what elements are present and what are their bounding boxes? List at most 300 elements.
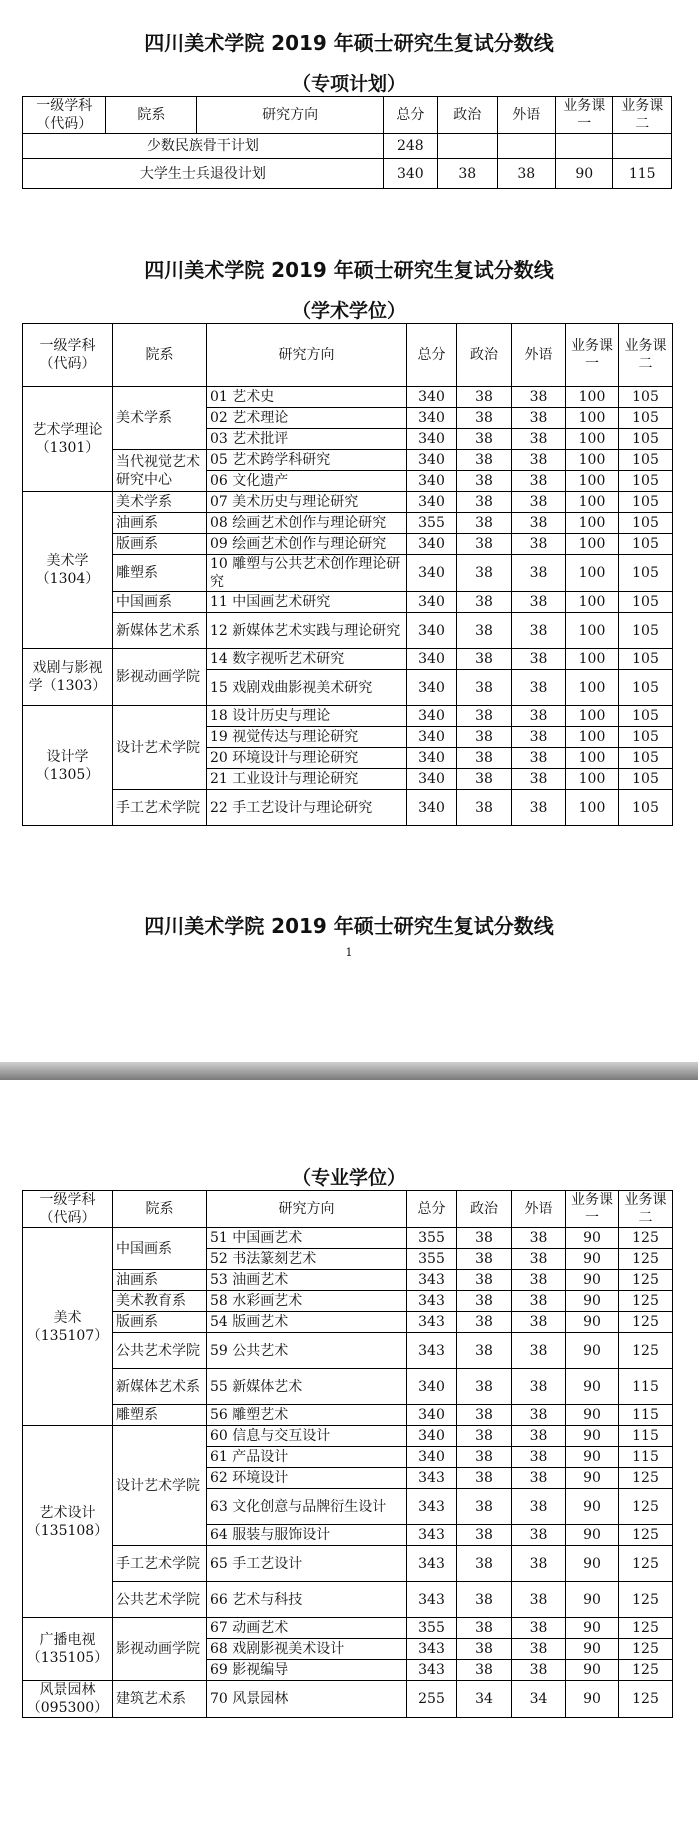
score-total: 343 <box>407 1525 457 1546</box>
score-total: 340 <box>383 159 437 189</box>
score-course1: 90 <box>566 1405 619 1426</box>
score-course1: 100 <box>566 450 619 471</box>
research-direction-cell: 15 戏剧戏曲影视美术研究 <box>207 670 407 706</box>
score-language: 38 <box>512 450 566 471</box>
score-course2: 125 <box>619 1639 673 1660</box>
score-politics: 38 <box>457 387 512 408</box>
research-direction-cell: 20 环境设计与理论研究 <box>207 748 407 769</box>
header-discipline: 一级学科（代码） <box>23 1191 113 1228</box>
score-total: 340 <box>407 387 457 408</box>
plan-name: 少数民族骨干计划 <box>23 134 384 159</box>
score-total: 340 <box>407 429 457 450</box>
score-politics: 38 <box>457 1447 512 1468</box>
research-direction-cell: 01 艺术史 <box>207 387 407 408</box>
discipline-cell: 戏剧与影视学（1303） <box>23 649 113 706</box>
table-row <box>23 1228 673 1249</box>
score-total: 343 <box>407 1291 457 1312</box>
score-total: 340 <box>407 450 457 471</box>
table-row <box>23 513 673 534</box>
department-cell: 手工艺术学院 <box>113 1546 207 1582</box>
score-total: 343 <box>407 1660 457 1681</box>
research-direction-cell: 65 手工艺设计 <box>207 1546 407 1582</box>
score-total: 343 <box>407 1333 457 1369</box>
score-total: 340 <box>407 492 457 513</box>
table-header-row <box>23 97 672 134</box>
score-politics: 38 <box>457 1618 512 1639</box>
table-row <box>23 1291 673 1312</box>
score-course2: 105 <box>619 513 673 534</box>
score-course2: 125 <box>619 1582 673 1618</box>
header-course2: 业务课二 <box>619 1191 673 1228</box>
score-course1: 100 <box>566 592 619 613</box>
header-total: 总分 <box>407 324 457 387</box>
score-course2: 105 <box>619 408 673 429</box>
score-politics: 38 <box>457 592 512 613</box>
score-total: 340 <box>407 727 457 748</box>
score-total: 343 <box>407 1312 457 1333</box>
page-title-3: 四川美术学院 2019 年硕士研究生复试分数线 <box>144 914 554 938</box>
research-direction-cell: 52 书法篆刻艺术 <box>207 1249 407 1270</box>
score-politics: 38 <box>457 1525 512 1546</box>
score-language: 38 <box>512 1270 566 1291</box>
score-language <box>497 134 556 159</box>
score-total: 355 <box>407 513 457 534</box>
score-politics: 38 <box>457 555 512 592</box>
department-cell: 美术学系 <box>113 492 207 513</box>
research-direction-cell: 53 油画艺术 <box>207 1270 407 1291</box>
professional-degree-table <box>22 1190 673 1718</box>
section-subtitle-professional: （专业学位） <box>291 1167 406 1189</box>
research-direction-cell: 09 绘画艺术创作与理论研究 <box>207 534 407 555</box>
research-direction-cell: 59 公共艺术 <box>207 1333 407 1369</box>
research-direction-cell: 67 动画艺术 <box>207 1618 407 1639</box>
score-language: 38 <box>512 769 566 790</box>
discipline-cell: 艺术学理论（1301） <box>23 387 113 492</box>
score-politics: 38 <box>457 492 512 513</box>
table-row <box>23 159 672 189</box>
score-total: 340 <box>407 670 457 706</box>
score-language: 38 <box>512 1447 566 1468</box>
department-cell: 公共艺术学院 <box>113 1333 207 1369</box>
score-total: 340 <box>407 649 457 670</box>
table-row <box>23 555 673 592</box>
score-total: 355 <box>407 1249 457 1270</box>
research-direction-cell: 21 工业设计与理论研究 <box>207 769 407 790</box>
score-course1: 90 <box>566 1333 619 1369</box>
score-course2: 105 <box>619 790 673 826</box>
score-total: 340 <box>407 592 457 613</box>
score-course1 <box>556 134 613 159</box>
score-politics: 38 <box>457 513 512 534</box>
score-course2 <box>613 134 672 159</box>
score-total: 340 <box>407 706 457 727</box>
table-row <box>23 450 673 471</box>
table-row <box>23 1312 673 1333</box>
research-direction-cell: 64 服装与服饰设计 <box>207 1525 407 1546</box>
score-politics: 38 <box>457 408 512 429</box>
score-total: 340 <box>407 471 457 492</box>
score-course2: 105 <box>619 471 673 492</box>
score-total: 340 <box>407 1369 457 1405</box>
table-row <box>23 649 673 670</box>
score-language: 38 <box>512 1249 566 1270</box>
score-language: 38 <box>512 555 566 592</box>
score-language: 38 <box>512 408 566 429</box>
header-course1: 业务课一 <box>556 97 613 134</box>
score-course1: 90 <box>566 1426 619 1447</box>
score-language: 38 <box>512 387 566 408</box>
research-direction-cell: 11 中国画艺术研究 <box>207 592 407 613</box>
score-language: 38 <box>512 1291 566 1312</box>
research-direction-cell: 69 影视编导 <box>207 1660 407 1681</box>
page-separator <box>0 1062 698 1080</box>
score-course2: 105 <box>619 555 673 592</box>
table-row <box>23 1582 673 1618</box>
score-language: 38 <box>512 727 566 748</box>
score-total: 355 <box>407 1228 457 1249</box>
score-total: 340 <box>407 769 457 790</box>
score-politics: 38 <box>457 727 512 748</box>
score-total: 340 <box>407 1426 457 1447</box>
score-course2: 105 <box>619 429 673 450</box>
score-course2: 125 <box>619 1291 673 1312</box>
table-row <box>23 1405 673 1426</box>
score-politics: 38 <box>457 769 512 790</box>
research-direction-cell: 06 文化遗产 <box>207 471 407 492</box>
discipline-cell: 美术（135107） <box>23 1228 113 1426</box>
score-total: 343 <box>407 1489 457 1525</box>
score-politics: 38 <box>457 748 512 769</box>
score-politics: 38 <box>457 790 512 826</box>
score-course2: 115 <box>619 1405 673 1426</box>
department-cell: 雕塑系 <box>113 555 207 592</box>
department-cell: 中国画系 <box>113 1228 207 1270</box>
score-course2: 125 <box>619 1681 673 1718</box>
score-course1: 90 <box>566 1618 619 1639</box>
score-course1: 90 <box>566 1369 619 1405</box>
score-course1: 90 <box>566 1582 619 1618</box>
score-course1: 90 <box>566 1489 619 1525</box>
score-total: 343 <box>407 1270 457 1291</box>
header-politics: 政治 <box>437 97 497 134</box>
score-language: 38 <box>512 534 566 555</box>
discipline-cell: 广播电视（135105） <box>23 1618 113 1681</box>
score-course1: 90 <box>566 1228 619 1249</box>
score-course1: 100 <box>566 492 619 513</box>
header-discipline: 一级学科（代码） <box>23 324 113 387</box>
research-direction-cell: 12 新媒体艺术实践与理论研究 <box>207 613 407 649</box>
department-cell: 设计艺术学院 <box>113 1426 207 1546</box>
discipline-cell: 艺术设计（135108） <box>23 1426 113 1618</box>
score-language: 38 <box>512 592 566 613</box>
score-language: 38 <box>512 471 566 492</box>
score-total: 340 <box>407 408 457 429</box>
department-cell: 公共艺术学院 <box>113 1582 207 1618</box>
score-course2: 125 <box>619 1270 673 1291</box>
score-course2: 125 <box>619 1249 673 1270</box>
table-row <box>23 1618 673 1639</box>
score-politics: 38 <box>457 1660 512 1681</box>
research-direction-cell: 51 中国画艺术 <box>207 1228 407 1249</box>
header-direction: 研究方向 <box>207 324 407 387</box>
research-direction-cell: 02 艺术理论 <box>207 408 407 429</box>
score-politics: 34 <box>457 1681 512 1718</box>
score-course2: 105 <box>619 450 673 471</box>
header-dept: 院系 <box>106 97 197 134</box>
page-title: 四川美术学院 2019 年硕士研究生复试分数线 <box>144 31 554 55</box>
page-title-2: 四川美术学院 2019 年硕士研究生复试分数线 <box>144 258 554 282</box>
score-politics: 38 <box>457 1369 512 1405</box>
score-course2: 105 <box>619 670 673 706</box>
table-row <box>23 1333 673 1369</box>
header-dept: 院系 <box>113 324 207 387</box>
score-total: 340 <box>407 790 457 826</box>
research-direction-cell: 63 文化创意与品牌衍生设计 <box>207 1489 407 1525</box>
table-row <box>23 387 673 408</box>
header-total: 总分 <box>383 97 437 134</box>
score-language: 38 <box>512 613 566 649</box>
research-direction-cell: 61 产品设计 <box>207 1447 407 1468</box>
score-total: 255 <box>407 1681 457 1718</box>
score-course1: 100 <box>566 748 619 769</box>
table-row <box>23 1270 673 1291</box>
department-cell: 影视动画学院 <box>113 649 207 706</box>
research-direction-cell: 60 信息与交互设计 <box>207 1426 407 1447</box>
header-politics: 政治 <box>457 1191 512 1228</box>
score-language: 38 <box>512 1546 566 1582</box>
research-direction-cell: 18 设计历史与理论 <box>207 706 407 727</box>
score-politics: 38 <box>457 1639 512 1660</box>
special-plan-table <box>22 96 672 189</box>
score-language: 38 <box>512 429 566 450</box>
score-politics: 38 <box>457 670 512 706</box>
score-language: 38 <box>512 670 566 706</box>
department-cell: 设计艺术学院 <box>113 706 207 790</box>
section-subtitle-special: （专项计划） <box>291 73 406 95</box>
score-course1: 90 <box>566 1546 619 1582</box>
department-cell: 新媒体艺术系 <box>113 1369 207 1405</box>
table-header-row <box>23 324 673 387</box>
header-language: 外语 <box>512 1191 566 1228</box>
score-course2: 125 <box>619 1312 673 1333</box>
score-language: 38 <box>512 513 566 534</box>
department-cell: 油画系 <box>113 513 207 534</box>
score-course2: 115 <box>619 1426 673 1447</box>
header-course1: 业务课一 <box>566 324 619 387</box>
score-politics: 38 <box>457 1228 512 1249</box>
research-direction-cell: 66 艺术与科技 <box>207 1582 407 1618</box>
score-language: 38 <box>512 1489 566 1525</box>
score-language: 38 <box>512 1228 566 1249</box>
score-course2: 115 <box>619 1447 673 1468</box>
score-language: 38 <box>512 1369 566 1405</box>
score-politics: 38 <box>457 1249 512 1270</box>
score-course1: 100 <box>566 769 619 790</box>
score-politics: 38 <box>457 706 512 727</box>
score-course1: 100 <box>566 670 619 706</box>
document-page-2 <box>0 1080 698 1837</box>
score-course1: 90 <box>566 1291 619 1312</box>
research-direction-cell: 62 环境设计 <box>207 1468 407 1489</box>
score-language: 38 <box>512 790 566 826</box>
research-direction-cell: 07 美术历史与理论研究 <box>207 492 407 513</box>
table-row <box>23 706 673 727</box>
score-language: 38 <box>512 1660 566 1681</box>
score-course2: 105 <box>619 649 673 670</box>
score-total: 355 <box>407 1618 457 1639</box>
research-direction-cell: 55 新媒体艺术 <box>207 1369 407 1405</box>
score-course1: 90 <box>566 1249 619 1270</box>
department-cell: 雕塑系 <box>113 1405 207 1426</box>
score-language: 38 <box>512 748 566 769</box>
score-course1: 100 <box>566 613 619 649</box>
header-course2: 业务课二 <box>619 324 673 387</box>
table-row <box>23 1681 673 1718</box>
department-cell: 版画系 <box>113 534 207 555</box>
score-course1: 90 <box>556 159 613 189</box>
header-discipline: 一级学科（代码） <box>23 97 106 134</box>
department-cell: 影视动画学院 <box>113 1618 207 1681</box>
score-course1: 100 <box>566 471 619 492</box>
department-cell: 中国画系 <box>113 592 207 613</box>
score-politics: 38 <box>437 159 497 189</box>
score-politics: 38 <box>457 1468 512 1489</box>
score-course2: 105 <box>619 534 673 555</box>
table-row <box>23 1546 673 1582</box>
score-politics: 38 <box>457 1546 512 1582</box>
table-row <box>23 534 673 555</box>
header-direction: 研究方向 <box>197 97 383 134</box>
score-course1: 90 <box>566 1639 619 1660</box>
score-language: 38 <box>512 1639 566 1660</box>
score-total: 340 <box>407 1405 457 1426</box>
header-language: 外语 <box>512 324 566 387</box>
score-total: 343 <box>407 1546 457 1582</box>
header-dept: 院系 <box>113 1191 207 1228</box>
score-language: 38 <box>512 1582 566 1618</box>
score-course2: 125 <box>619 1489 673 1525</box>
score-politics: 38 <box>457 1270 512 1291</box>
score-politics: 38 <box>457 1489 512 1525</box>
score-course2: 125 <box>619 1546 673 1582</box>
discipline-cell: 风景园林（095300） <box>23 1681 113 1718</box>
score-language: 38 <box>512 1468 566 1489</box>
score-course1: 100 <box>566 790 619 826</box>
score-course2: 125 <box>619 1468 673 1489</box>
header-course2: 业务课二 <box>613 97 672 134</box>
research-direction-cell: 22 手工艺设计与理论研究 <box>207 790 407 826</box>
score-course2: 115 <box>619 1369 673 1405</box>
table-row <box>23 492 673 513</box>
discipline-cell: 美术学（1304） <box>23 492 113 649</box>
score-course1: 90 <box>566 1525 619 1546</box>
research-direction-cell: 19 视觉传达与理论研究 <box>207 727 407 748</box>
score-total: 343 <box>407 1468 457 1489</box>
score-total: 340 <box>407 748 457 769</box>
header-language: 外语 <box>497 97 556 134</box>
score-course2: 105 <box>619 727 673 748</box>
research-direction-cell: 56 雕塑艺术 <box>207 1405 407 1426</box>
score-language: 38 <box>512 706 566 727</box>
table-row <box>23 592 673 613</box>
score-course1: 90 <box>566 1468 619 1489</box>
research-direction-cell: 05 艺术跨学科研究 <box>207 450 407 471</box>
score-politics: 38 <box>457 1312 512 1333</box>
score-language: 38 <box>512 1618 566 1639</box>
score-language: 38 <box>512 1333 566 1369</box>
score-course2: 125 <box>619 1228 673 1249</box>
score-language: 38 <box>497 159 556 189</box>
score-politics: 38 <box>457 1582 512 1618</box>
plan-name: 大学生士兵退役计划 <box>23 159 384 189</box>
department-cell: 建筑艺术系 <box>113 1681 207 1718</box>
academic-degree-table <box>22 323 673 826</box>
score-language: 38 <box>512 649 566 670</box>
score-course1: 100 <box>566 387 619 408</box>
score-politics: 38 <box>457 429 512 450</box>
header-direction: 研究方向 <box>207 1191 407 1228</box>
score-politics: 38 <box>457 1291 512 1312</box>
score-course2: 115 <box>613 159 672 189</box>
score-course2: 125 <box>619 1660 673 1681</box>
score-course1: 100 <box>566 534 619 555</box>
score-politics: 38 <box>457 534 512 555</box>
score-language: 38 <box>512 1405 566 1426</box>
research-direction-cell: 14 数字视听艺术研究 <box>207 649 407 670</box>
department-cell: 油画系 <box>113 1270 207 1291</box>
table-row <box>23 134 672 159</box>
score-language: 38 <box>512 492 566 513</box>
research-direction-cell: 54 版画艺术 <box>207 1312 407 1333</box>
section-subtitle-academic: （学术学位） <box>291 300 406 322</box>
score-course1: 100 <box>566 727 619 748</box>
research-direction-cell: 08 绘画艺术创作与理论研究 <box>207 513 407 534</box>
table-row <box>23 790 673 826</box>
department-cell: 版画系 <box>113 1312 207 1333</box>
score-course2: 105 <box>619 769 673 790</box>
research-direction-cell: 10 雕塑与公共艺术创作理论研究 <box>207 555 407 592</box>
score-politics: 38 <box>457 1333 512 1369</box>
table-row <box>23 613 673 649</box>
score-course2: 105 <box>619 492 673 513</box>
score-politics <box>437 134 497 159</box>
score-course1: 100 <box>566 513 619 534</box>
score-course2: 105 <box>619 592 673 613</box>
score-language: 34 <box>512 1681 566 1718</box>
score-course2: 105 <box>619 706 673 727</box>
score-politics: 38 <box>457 1405 512 1426</box>
score-course2: 105 <box>619 613 673 649</box>
header-total: 总分 <box>407 1191 457 1228</box>
score-course2: 125 <box>619 1333 673 1369</box>
score-language: 38 <box>512 1525 566 1546</box>
score-course1: 90 <box>566 1447 619 1468</box>
score-total: 248 <box>383 134 437 159</box>
score-total: 340 <box>407 555 457 592</box>
score-politics: 38 <box>457 471 512 492</box>
score-course1: 90 <box>566 1660 619 1681</box>
score-total: 340 <box>407 1447 457 1468</box>
score-politics: 38 <box>457 450 512 471</box>
research-direction-cell: 58 水彩画艺术 <box>207 1291 407 1312</box>
score-course1: 100 <box>566 706 619 727</box>
score-course1: 100 <box>566 555 619 592</box>
research-direction-cell: 70 风景园林 <box>207 1681 407 1718</box>
research-direction-cell: 68 戏剧影视美术设计 <box>207 1639 407 1660</box>
score-language: 38 <box>512 1426 566 1447</box>
score-language: 38 <box>512 1312 566 1333</box>
score-total: 340 <box>407 613 457 649</box>
